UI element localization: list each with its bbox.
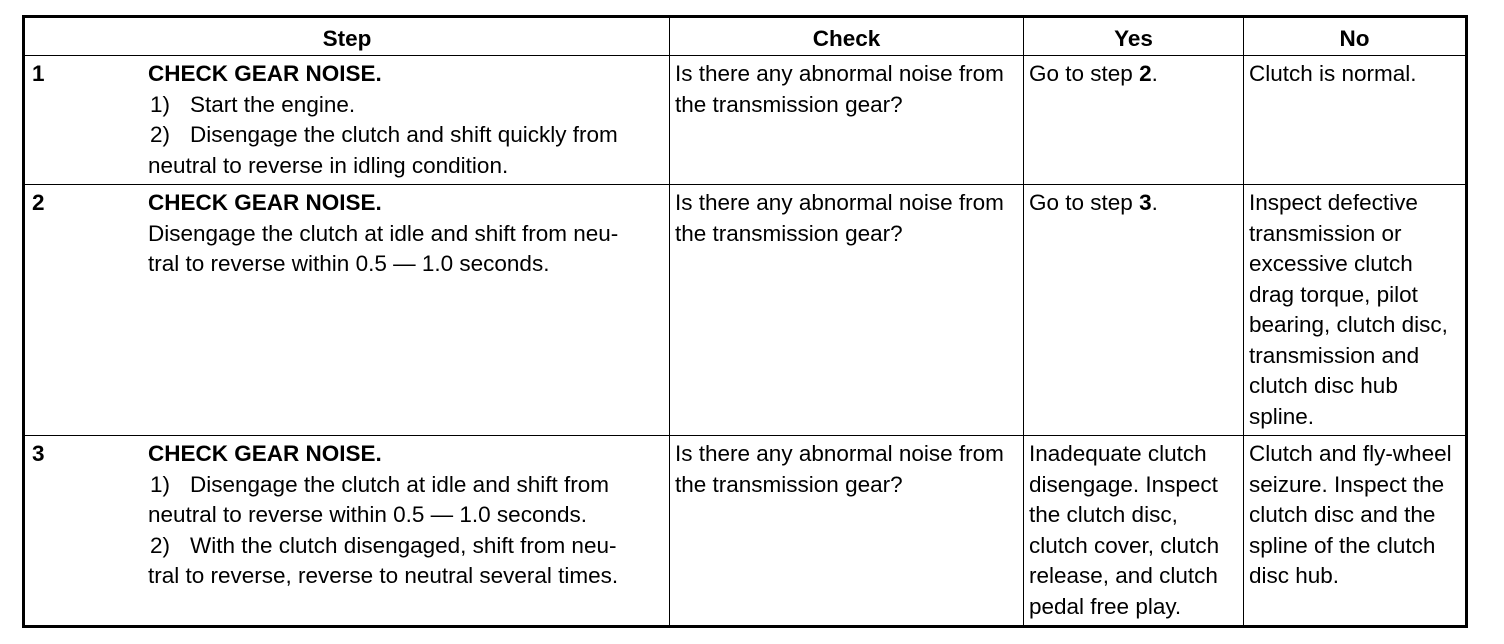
step-cell <box>24 56 670 185</box>
step-line <box>148 531 664 562</box>
diagnostic-table <box>22 15 1468 628</box>
step-line-text: tral to reverse within 0.5 — 1.0 seconds. <box>148 251 550 276</box>
yes-cell <box>1024 56 1244 185</box>
yes-text: Go to step <box>1029 61 1140 86</box>
yes-text: Go to step <box>1029 190 1140 215</box>
step-title: CHECK GEAR NOISE. <box>148 61 382 86</box>
yes-cell <box>1024 185 1244 436</box>
table-row <box>24 436 1467 627</box>
yes-step-ref: 3 <box>1139 190 1152 215</box>
step-line-text: tral to reverse, reverse to neutral several times. <box>148 563 619 588</box>
step-number: 3 <box>32 441 45 466</box>
step-line-text: Start the engine. <box>190 91 356 117</box>
header-step: Step <box>24 17 670 56</box>
table-row <box>24 185 1467 436</box>
step-cell <box>24 436 670 627</box>
step-number: 2 <box>32 190 45 215</box>
header-no: No <box>1244 17 1467 56</box>
yes-step-ref: 2 <box>1139 61 1152 86</box>
header-row <box>24 17 1467 56</box>
step-line-text: neutral to reverse within 0.5 — 1.0 seconds. <box>148 502 587 527</box>
step-title: CHECK GEAR NOISE. <box>148 441 382 466</box>
check-cell: Is there any abnormal noise from the transmission gear? <box>670 56 1024 185</box>
check-cell: Is there any abnormal noise from the transmission gear? <box>670 185 1024 436</box>
step-line-prefix: 2) <box>150 122 171 147</box>
step-cell <box>24 185 670 436</box>
step-line <box>148 120 664 151</box>
check-cell: Is there any abnormal noise from the transmission gear? <box>670 436 1024 627</box>
step-number: 1 <box>32 61 45 86</box>
step-line-prefix: 2) <box>150 532 171 558</box>
no-cell: Inspect defective transmission or excessive clutch drag torque, pilot bearing, clutch disc, transmission and clutch disc hub spline. <box>1244 185 1467 436</box>
no-cell: Clutch is normal. <box>1244 56 1467 185</box>
yes-text: Inadequate clutch disengage. Inspect the clutch disc, clutch cover, clutch release, and clutch pedal free play. <box>1029 441 1220 619</box>
table-row <box>24 56 1467 185</box>
no-cell: Clutch and fly-wheel seizure. Inspect the clutch disc and the spline of the clutch disc hub. <box>1244 436 1467 627</box>
yes-suffix: . <box>1151 61 1158 86</box>
step-line <box>148 90 664 121</box>
step-line-text: Disengage the clutch and shift quickly from <box>190 122 618 147</box>
header-yes: Yes <box>1024 17 1244 56</box>
step-line-text: Disengage the clutch at idle and shift from neu- <box>148 220 619 246</box>
step-line <box>148 470 664 501</box>
step-line-text: neutral to reverse in idling condition. <box>148 152 509 178</box>
header-check: Check <box>670 17 1024 56</box>
step-line-text: Disengage the clutch at idle and shift from <box>190 471 609 497</box>
yes-cell <box>1024 436 1244 627</box>
step-line-prefix: 1) <box>150 471 171 497</box>
step-line-text: With the clutch disengaged, shift from neu- <box>190 532 617 558</box>
step-title: CHECK GEAR NOISE. <box>148 190 382 215</box>
yes-suffix: . <box>1151 190 1158 215</box>
step-line-prefix: 1) <box>150 91 171 117</box>
